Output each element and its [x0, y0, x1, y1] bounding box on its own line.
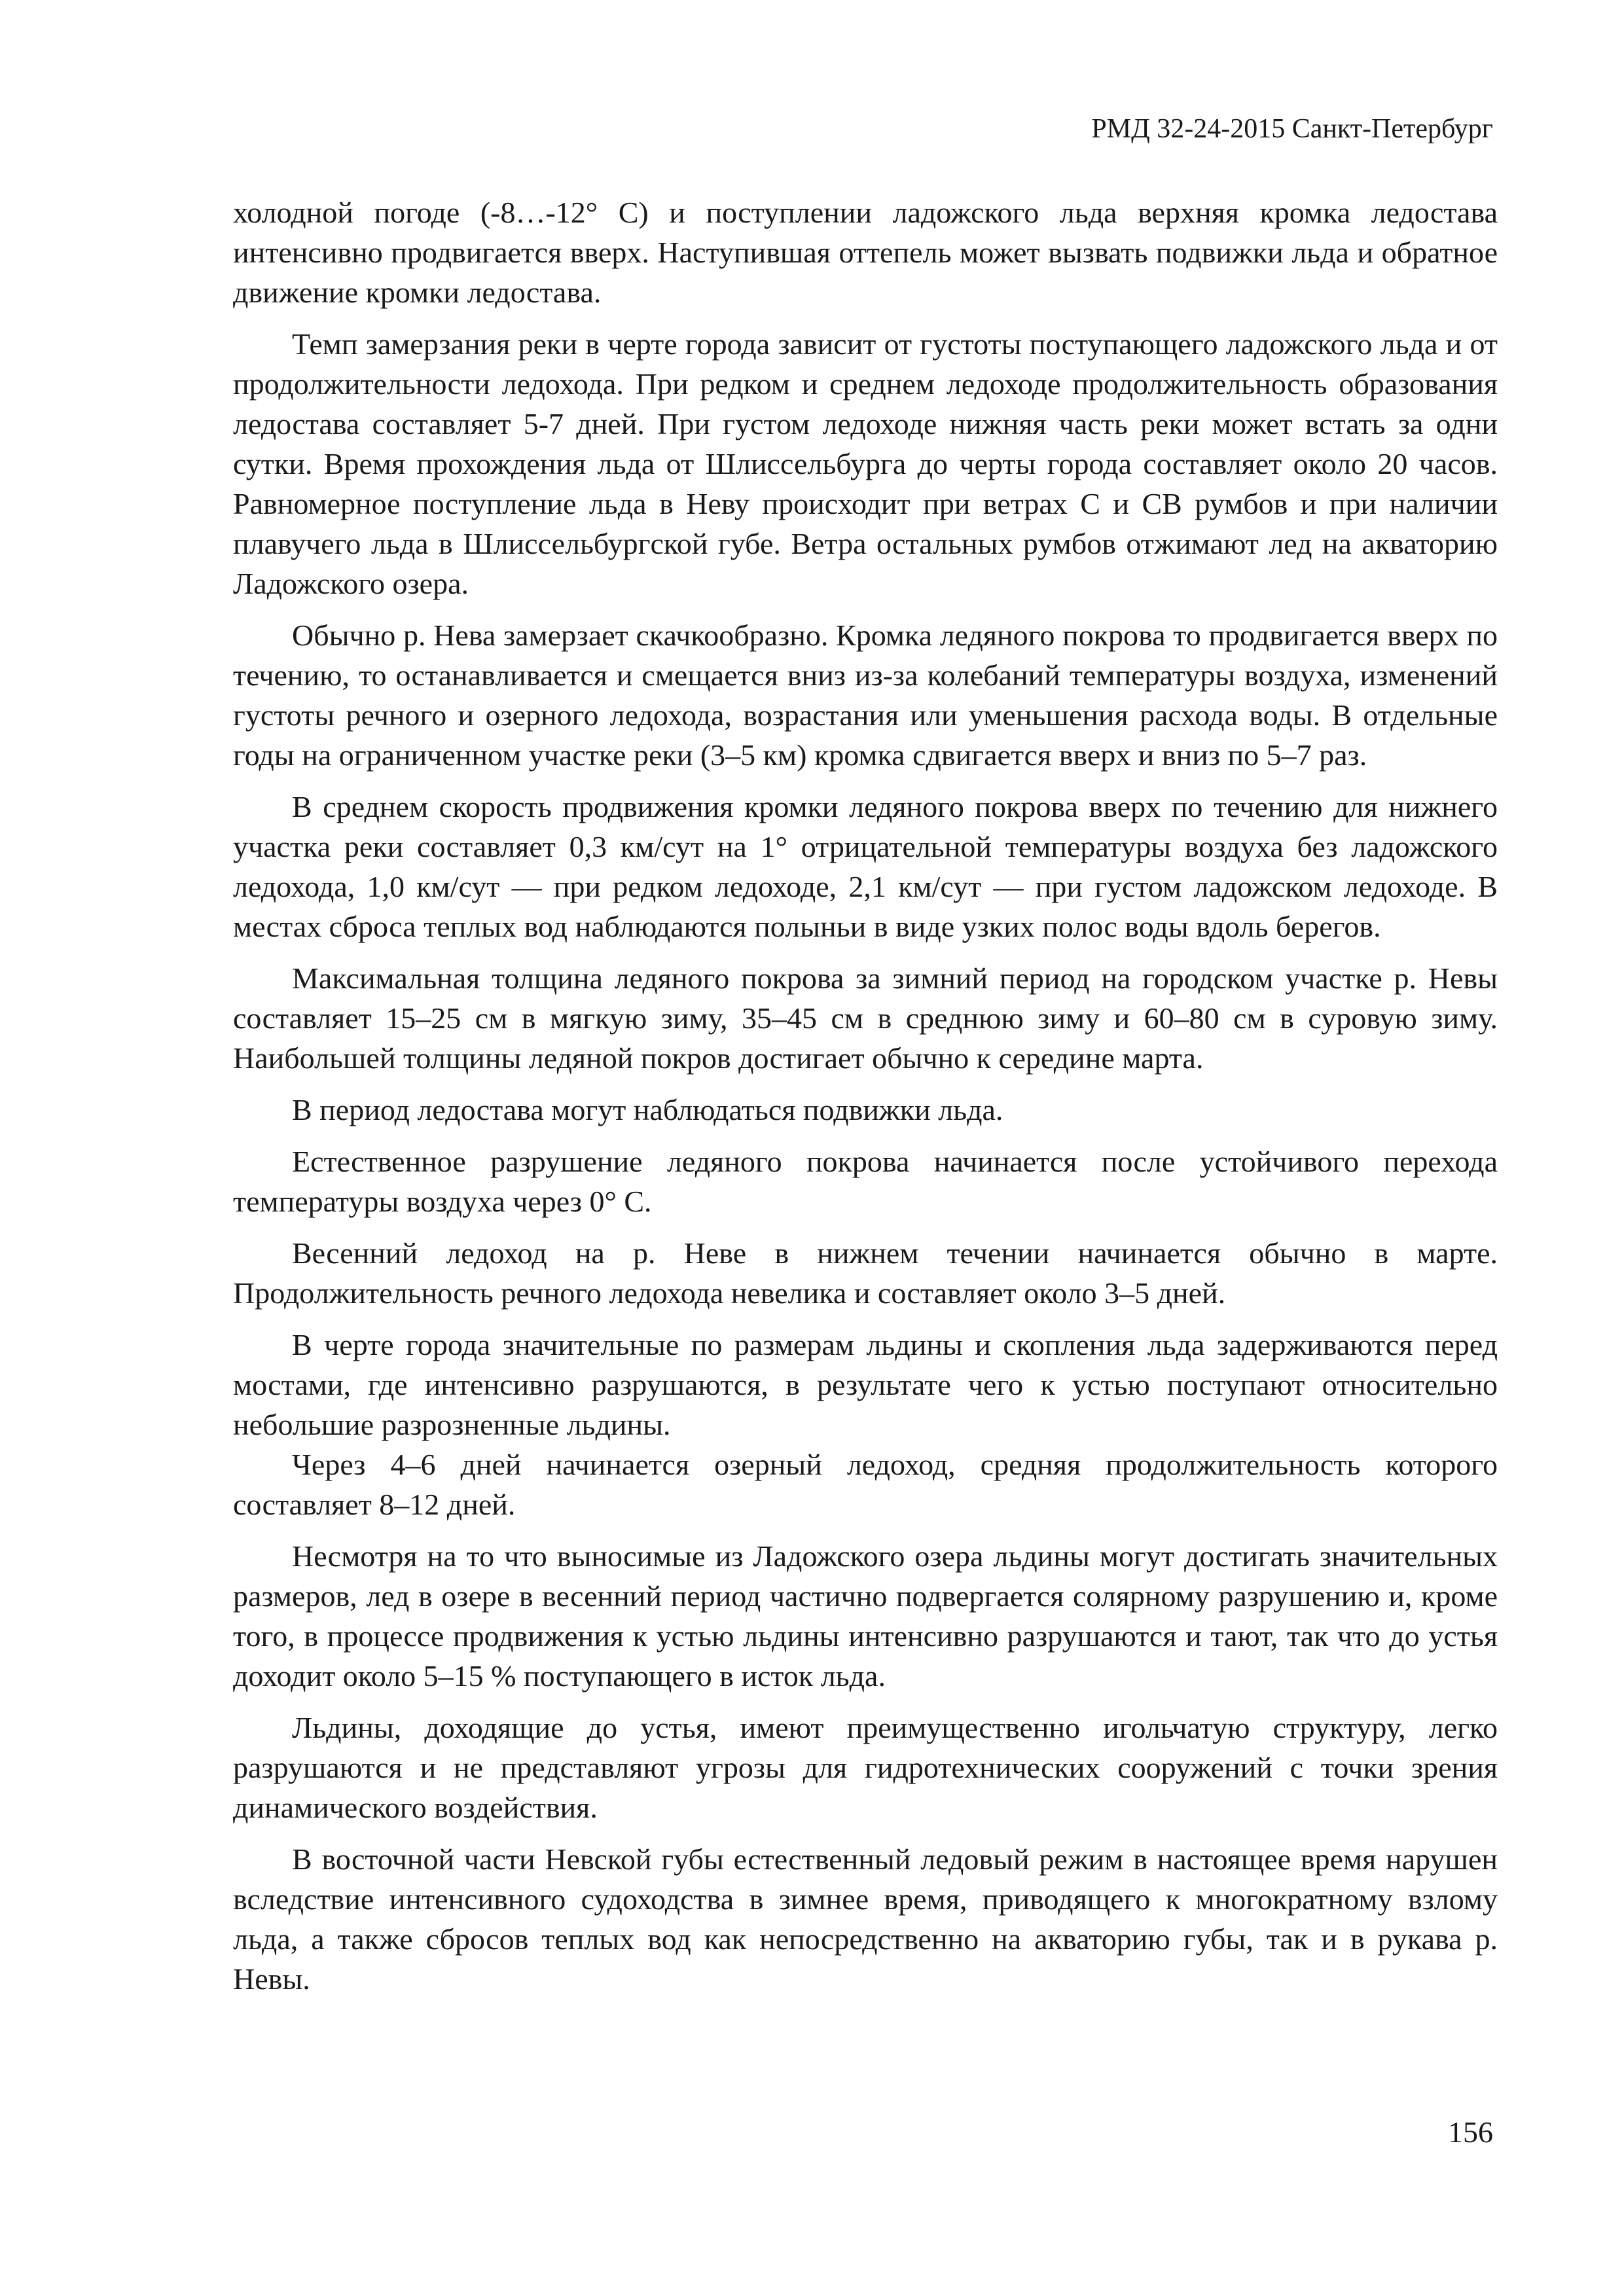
paragraph: Обычно р. Нева замерзает скачкообразно. Кромка ледяного покрова то продвигается вверх по течению, то останавливается и смещается вниз из-за колебаний температуры воздуха, изменений густоты речного и озерного ледохода, возрастания или уменьшения расхода воды. В отдельные годы на ограниченном участке реки (3–5 км) кромка сдвигается вверх и вниз по 5–7 раз.: [233, 619, 1498, 772]
paragraph: Темп замерзания реки в черте города зависит от густоты поступающего ладожского льда и от продолжительности ледохода. При редком и среднем ледоходе продолжительность образования ледостава составляет 5-7 дней. При густом ледоходе нижняя часть реки может встать за одни сутки. Время прохождения льда от Шлиссельбурга до черты города составляет около 20 часов. Равномерное поступление льда в Неву происходит при ветрах С и СВ румбов и при наличии плавучего льда в Шлиссельбургской губе. Ветра остальных румбов отжимают лед на акваторию Ладожского озера.: [233, 327, 1498, 600]
document-body: [233, 192, 1498, 2011]
paragraph: В черте города значительные по размерам льдины и скопления льда задерживаются перед мостами, где интенсивно разрушаются, в результате чего к устью поступают относительно небольшие разрозненные льдины.: [233, 1328, 1498, 1441]
paragraph: Естественное разрушение ледяного покрова начинается после устойчивого перехода температуры воздуха через 0° С.: [233, 1145, 1498, 1218]
paragraph: В среднем скорость продвижения кромки ледяного покрова вверх по течению для нижнего участка реки составляет 0,3 км/сут на 1° отрицательной температуры воздуха без ладожского ледохода, 1,0 км/сут — при редком ледоходе, 2,1 км/сут — при густом ладожском ледоходе. В местах сброса теплых вод наблюдаются полыньи в виде узких полос воды вдоль берегов.: [233, 790, 1498, 943]
paragraph: В восточной части Невской губы естественный ледовый режим в настоящее время нарушен вследствие интенсивного судоходства в зимнее время, приводящего к многократному взлому льда, а также сбросов теплых вод как непосредственно на акваторию губы, так и в рукава р. Невы.: [233, 1842, 1498, 1996]
page-number: 156: [1448, 2115, 1493, 2149]
paragraph: Через 4–6 дней начинается озерный ледоход, средняя продолжительность которого составляет 8–12 дней.: [233, 1448, 1498, 1521]
paragraph: Весенний ледоход на р. Неве в нижнем течении начинается обычно в марте. Продолжительность речного ледохода невелика и составляет около 3–5 дней.: [233, 1236, 1498, 1310]
paragraph: Несмотря на то что выносимые из Ладожского озера льдины могут достигать значительных размеров, лед в озере в весенний период частично подвергается солярному разрушению и, кроме того, в процессе продвижения к устью льдины интенсивно разрушаются и тают, так что до устья доходит около 5–15 % поступающего в исток льда.: [233, 1539, 1498, 1693]
page-header: РМД 32-24-2015 Санкт-Петербург: [1091, 114, 1493, 144]
paragraph: холодной погоде (-8…-12° С) и поступлении ладожского льда верхняя кромка ледостава интенсивно продвигается вверх. Наступившая оттепель может вызвать подвижки льда и обратное движение кромки ледостава.: [233, 196, 1498, 309]
paragraph: В период ледостава могут наблюдаться подвижки льда.: [292, 1093, 1003, 1126]
paragraph: Максимальная толщина ледяного покрова за зимний период на городском участке р. Невы составляет 15–25 см в мягкую зиму, 35–45 см в среднюю зиму и 60–80 см в суровую зиму. Наибольшей толщины ледяной покров достигает обычно к середине марта.: [233, 961, 1498, 1075]
paragraph: Льдины, доходящие до устья, имеют преимущественно игольчатую структуру, легко разрушаются и не представляют угрозы для гидротехнических сооружений с точки зрения динамического воздействия.: [233, 1711, 1498, 1824]
